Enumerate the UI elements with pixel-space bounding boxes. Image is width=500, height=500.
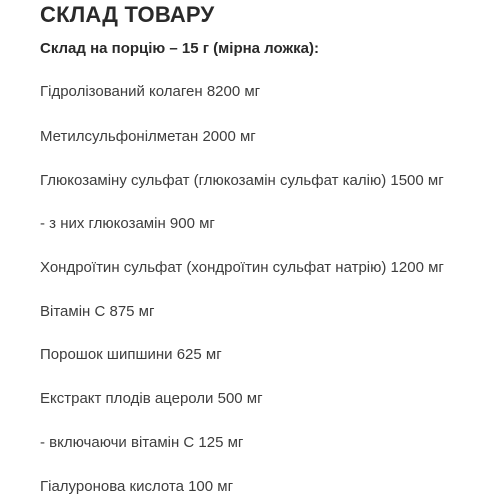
ingredient-line: Глюкозаміну сульфат (глюкозамін сульфат калію) 1500 мг (40, 172, 444, 189)
ingredient-line: - включаючи вітамін С 125 мг (40, 434, 244, 451)
ingredient-line: Гідролізований колаген 8200 мг (40, 83, 261, 100)
ingredient-line: Гіалуронова кислота 100 мг (40, 478, 234, 495)
ingredient-line: Метилсульфонілметан 2000 мг (40, 128, 256, 145)
serving-subtitle: Склад на порцію – 15 г (мірна ложка): (40, 40, 319, 57)
ingredient-line: - з них глюкозамін 900 мг (40, 215, 215, 232)
ingredient-line: Екстракт плодів ацероли 500 мг (40, 390, 263, 407)
ingredient-line: Хондроїтин сульфат (хондроїтин сульфат натрію) 1200 мг (40, 259, 444, 276)
ingredient-line: Вітамін С 875 мг (40, 303, 155, 320)
ingredient-line: Порошок шипшини 625 мг (40, 346, 222, 363)
page-title: СКЛАД ТОВАРУ (40, 2, 215, 27)
